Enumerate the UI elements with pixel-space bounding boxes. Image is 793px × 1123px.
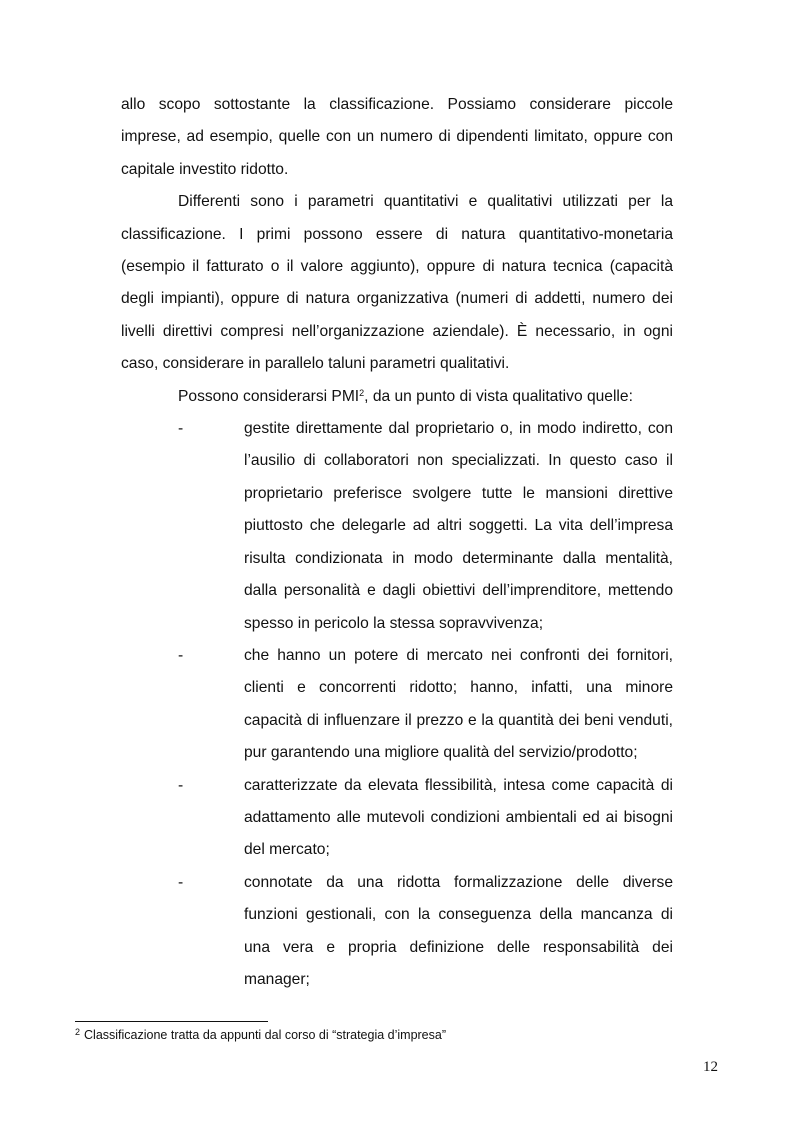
- bullet-item-2: [121, 640, 673, 770]
- bullet-dash: -: [178, 646, 184, 664]
- paragraph-3-tail: , da un punto di vista qualitativo quelle:: [364, 387, 633, 405]
- bullet-text-2: che hanno un potere di mercato nei confronti dei fornitori, clienti e concorrenti ridotto; hanno, infatti, una minore capacità di influenzare il prezzo e la quantità dei beni venduti, pur garantendo una migliore qualità del servizio/prodotto;: [244, 646, 673, 762]
- footnote-text: Classificazione tratta da appunti dal corso di “strategia d’impresa”: [84, 1028, 446, 1042]
- bullet-text-4: connotate da una ridotta formalizzazione delle diverse funzioni gestionali, con la conseguenza della mancanza di una vera e propria definizione delle responsabilità dei manager;: [244, 873, 673, 988]
- footnote-divider: [75, 1021, 268, 1022]
- bullet-dash: -: [178, 776, 184, 794]
- page-number: 12: [703, 1059, 718, 1075]
- paragraph-2: Differenti sono i parametri quantitativi e qualitativi utilizzati per la classificazione. I primi possono essere di natura quantitativo-monetaria (esempio il fatturato o il valore aggiunto), oppure di natura tecnica (capacità degli impianti), oppure di natura organizzativa (numeri di addetti, numero dei livelli direttivi compresi nell’organizzazione aziendale). È necessario, in ogni caso, considerare in parallelo taluni parametri qualitativi.: [121, 193, 673, 373]
- bullet-dash: -: [178, 420, 184, 438]
- bullet-text-1: gestite direttamente dal proprietario o, in modo indiretto, con l’ausilio di collaboratori non specializzati. In questo caso il proprietario preferisce svolgere tutte le mansioni direttive piuttosto che delegarle ad altri soggetti. La vita dell’impresa risulta condizionata in modo determinante dalla mentalità, dalla personalità e dagli obiettivi dell’imprenditore, mettendo spesso in pericolo la stessa sopravvivenza;: [244, 420, 673, 632]
- footnote-reference: 2: [359, 387, 365, 398]
- bullet-item-3: [121, 770, 673, 867]
- bullet-item-4: [121, 867, 673, 997]
- footnote: [75, 1027, 715, 1043]
- paragraph-1: allo scopo sottostante la classificazione. Possiamo considerare piccole imprese, ad esempio, quelle con un numero di dipendenti limitato, oppure con capitale investito ridotto.: [121, 96, 673, 178]
- bullet-dash: -: [178, 873, 184, 891]
- paragraph-3-lead: Possono considerarsi PMI: [178, 387, 360, 405]
- bullet-item-1: [121, 413, 673, 640]
- footnote-number: 2: [75, 1027, 81, 1037]
- body-text: [121, 89, 673, 996]
- paragraph-3: [121, 381, 673, 413]
- bullet-list: [121, 413, 673, 996]
- bullet-text-3: caratterizzate da elevata flessibilità, intesa come capacità di adattamento alle mutevoli condizioni ambientali ed ai bisogni del mercato;: [244, 776, 673, 859]
